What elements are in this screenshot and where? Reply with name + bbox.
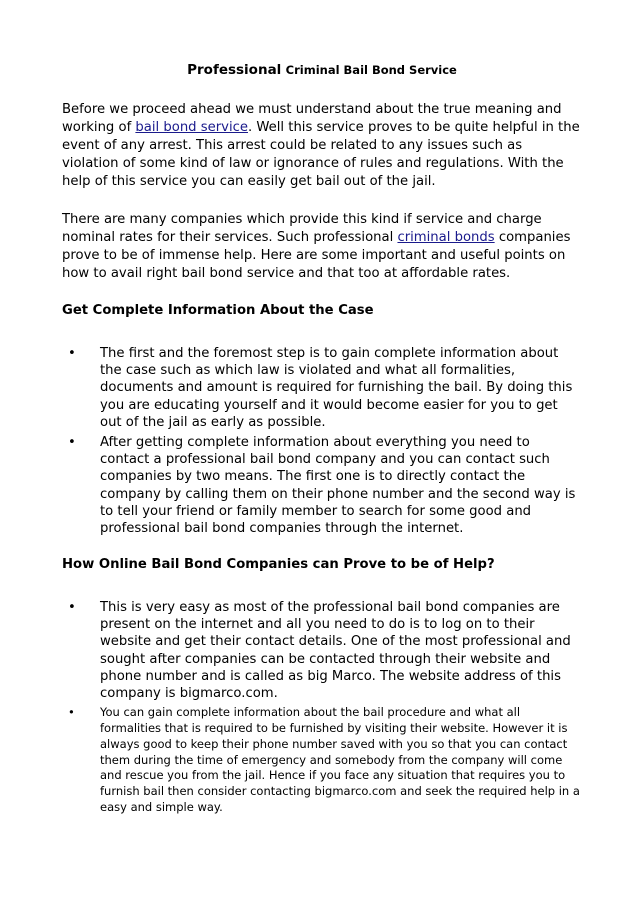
intro-text-start: Before we proceed ahead we must understand about the true meaning and working of xyxy=(62,102,562,135)
criminal-bonds-link[interactable]: criminal bonds xyxy=(397,230,495,245)
companies-text-end: companies prove to be of immense help. Here are some important and useful points on how to avail right bail bond service and that too at affordable rates. xyxy=(62,230,571,281)
bullet-icon: • xyxy=(68,346,76,361)
list-item-text: This is very easy as most of the professional bail bond companies are present on the internet and all you need to do is to log on to their website and get their contact details. One of the most professional and sought after companies can be contacted through their website and phone number and is called as big Marco. The website address of this company is bigmarco.com. xyxy=(100,600,571,702)
title-part-2: Criminal Bail Bond Service xyxy=(285,63,457,77)
section-heading-online-help: How Online Bail Bond Companies can Prove to be of Help? xyxy=(62,557,495,572)
list-item-text: The first and the foremost step is to gain complete information about the case such as which law is violated and what all formalities, documents and amount is required for furnishing the bail. By doing this you are educating yourself and it would become easier for you to get out of the jail as early as possible. xyxy=(100,346,573,430)
bail-bond-service-link[interactable]: bail bond service xyxy=(135,120,248,135)
list-item-text: You can gain complete information about the bail procedure and what all formalities that is required to be furnished by visiting their website. However it is always good to keep their phone number saved with you so that you can contact them during the time of emergency and somebody from the company will come and rescue you from the jail. Hence if you face any situation that requires you to furnish bail then consider contacting bigmarco.com and seek the required help in a easy and simple way. xyxy=(100,705,580,814)
intro-text-end: . Well this service proves to be quite helpful in the event of any arrest. This arrest could be related to any issues such as violation of some kind of law or ignorance of rules and regulations. With the help of this service you can easily get bail out of the jail. xyxy=(62,120,580,189)
list-item xyxy=(62,705,582,816)
online-help-list xyxy=(62,599,582,816)
bullet-icon: • xyxy=(68,600,76,615)
list-item xyxy=(62,599,582,702)
intro-paragraph xyxy=(62,101,582,191)
document-title xyxy=(62,62,582,78)
list-item xyxy=(62,345,582,431)
section-heading-case-info: Get Complete Information About the Case xyxy=(62,303,374,318)
list-item-text: After getting complete information about everything you need to contact a professional bail bond company and you can contact such companies by two means. The first one is to directly contact the company by calling them on their phone number and the second way is to tell your friend or family member to search for some good and professional bail bond companies through the internet. xyxy=(100,435,576,537)
case-info-list xyxy=(62,345,582,537)
companies-text-start: There are many companies which provide this kind if service and charge nominal rates for their services. Such professional xyxy=(62,212,542,245)
bullet-icon: • xyxy=(68,705,75,720)
title-part-1: Professional xyxy=(187,62,282,78)
companies-paragraph xyxy=(62,211,582,283)
list-item xyxy=(62,434,582,537)
bullet-icon: • xyxy=(68,435,76,451)
